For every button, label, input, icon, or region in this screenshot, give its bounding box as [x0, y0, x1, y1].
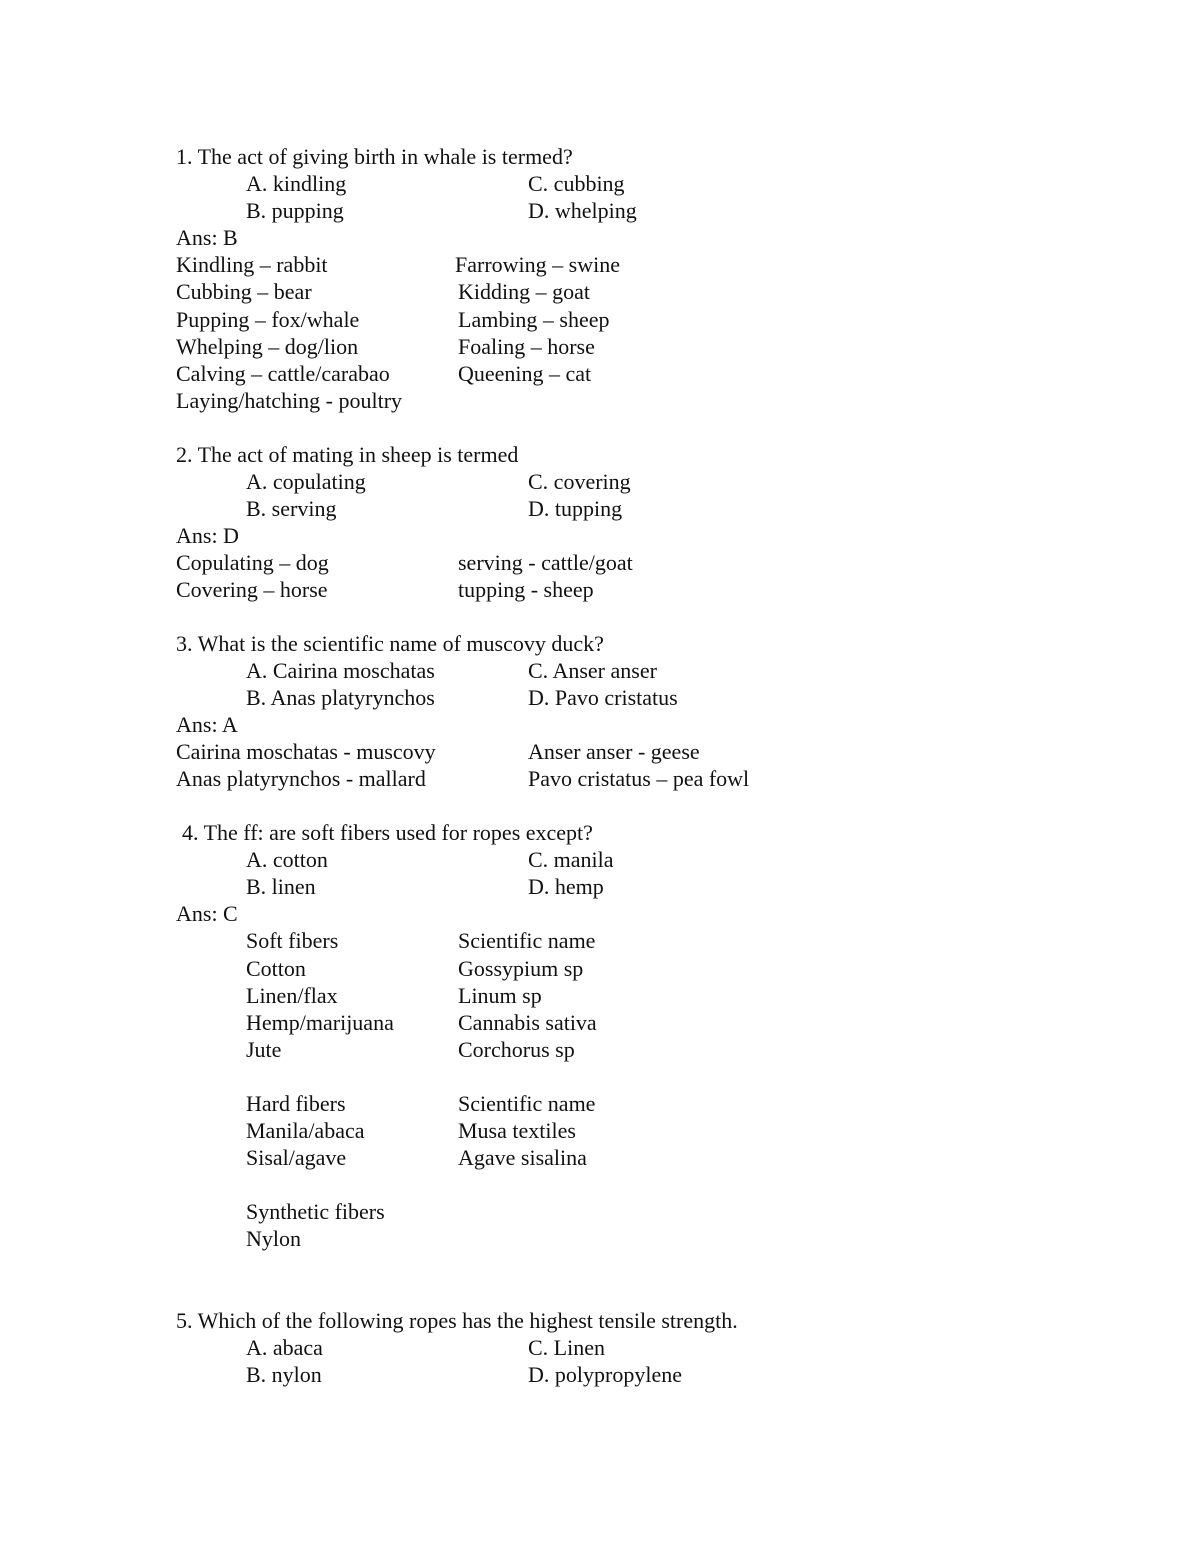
q4-option-b: B. linen [246, 874, 316, 899]
q3-note-left: Cairina moschatas - muscovy [176, 739, 436, 764]
soft-fiber-sci: Cannabis sativa [458, 1010, 597, 1035]
q3-option-a: A. Cairina moschatas [246, 658, 435, 683]
q2-option-c: C. covering [528, 469, 631, 494]
q1-note-left: Pupping – fox/whale [176, 307, 360, 332]
hard-fiber-name: Manila/abaca [246, 1118, 365, 1143]
q1-option-a: A. kindling [246, 171, 347, 196]
soft-fiber-name: Hemp/marijuana [246, 1010, 394, 1035]
hard-fiber-sci: Agave sisalina [458, 1145, 587, 1170]
q1-note-right: Farrowing – swine [455, 252, 620, 277]
q2-option-b: B. serving [246, 496, 337, 521]
soft-fibers-header: Soft fibers [246, 928, 339, 953]
hard-fiber-name: Sisal/agave [246, 1145, 347, 1170]
synthetic-fiber-name: Nylon [246, 1226, 301, 1251]
q2-note-left: Covering – horse [176, 577, 328, 602]
q1-option-c: C. cubbing [528, 171, 625, 196]
q2-option-a: A. copulating [246, 469, 366, 494]
q1-option-b: B. pupping [246, 198, 344, 223]
q2-answer: Ans: D [176, 523, 239, 548]
q5-option-d: D. polypropylene [528, 1362, 682, 1387]
q4-option-d: D. hemp [528, 874, 604, 899]
q1-option-d: D. whelping [528, 198, 637, 223]
q5-option-a: A. abaca [246, 1335, 323, 1360]
q2-option-d: D. tupping [528, 496, 623, 521]
hard-fibers-sci-header: Scientific name [458, 1091, 596, 1116]
q5-option-b: B. nylon [246, 1362, 322, 1387]
question-2: 2. The act of mating in sheep is termed [176, 442, 519, 467]
soft-fiber-name: Linen/flax [246, 983, 338, 1008]
q2-note-left: Copulating – dog [176, 550, 329, 575]
q5-option-c: C. Linen [528, 1335, 605, 1360]
q1-answer: Ans: B [176, 225, 238, 250]
q1-note-right: Queening – cat [458, 361, 592, 386]
soft-fiber-sci: Linum sp [458, 983, 542, 1008]
question-4: 4. The ff: are soft fibers used for ropes except? [182, 820, 593, 845]
q3-option-b: B. Anas platyrynchos [246, 685, 435, 710]
soft-fiber-sci: Gossypium sp [458, 956, 584, 981]
question-5: 5. Which of the following ropes has the highest tensile strength. [176, 1308, 738, 1333]
hard-fiber-sci: Musa textiles [458, 1118, 576, 1143]
q3-note-right: Anser anser - geese [528, 739, 700, 764]
q3-answer: Ans: A [176, 712, 238, 737]
q2-note-right: serving - cattle/goat [458, 550, 633, 575]
question-3: 3. What is the scientific name of muscovy duck? [176, 631, 604, 656]
soft-fiber-sci: Corchorus sp [458, 1037, 575, 1062]
q1-note-left: Kindling – rabbit [176, 252, 328, 277]
q3-option-c: C. Anser anser [528, 658, 657, 683]
q1-note-left: Whelping – dog/lion [176, 334, 359, 359]
q1-note-left: Laying/hatching - poultry [176, 388, 403, 413]
q1-note-right: Foaling – horse [458, 334, 595, 359]
question-1: 1. The act of giving birth in whale is termed? [176, 144, 573, 169]
soft-fiber-name: Cotton [246, 956, 306, 981]
q2-note-right: tupping - sheep [458, 577, 594, 602]
q3-note-left: Anas platyrynchos - mallard [176, 766, 426, 791]
q4-answer: Ans: C [176, 901, 238, 926]
q1-note-left: Calving – cattle/carabao [176, 361, 390, 386]
q1-note-right: Lambing – sheep [458, 307, 610, 332]
soft-fiber-name: Jute [246, 1037, 282, 1062]
synthetic-fibers-header: Synthetic fibers [246, 1199, 385, 1224]
q4-option-a: A. cotton [246, 847, 328, 872]
q1-note-left: Cubbing – bear [176, 279, 312, 304]
q3-note-right: Pavo cristatus – pea fowl [528, 766, 750, 791]
hard-fibers-header: Hard fibers [246, 1091, 346, 1116]
q4-option-c: C. manila [528, 847, 614, 872]
soft-fibers-sci-header: Scientific name [458, 928, 596, 953]
q3-option-d: D. Pavo cristatus [528, 685, 678, 710]
q1-note-right: Kidding – goat [458, 279, 590, 304]
